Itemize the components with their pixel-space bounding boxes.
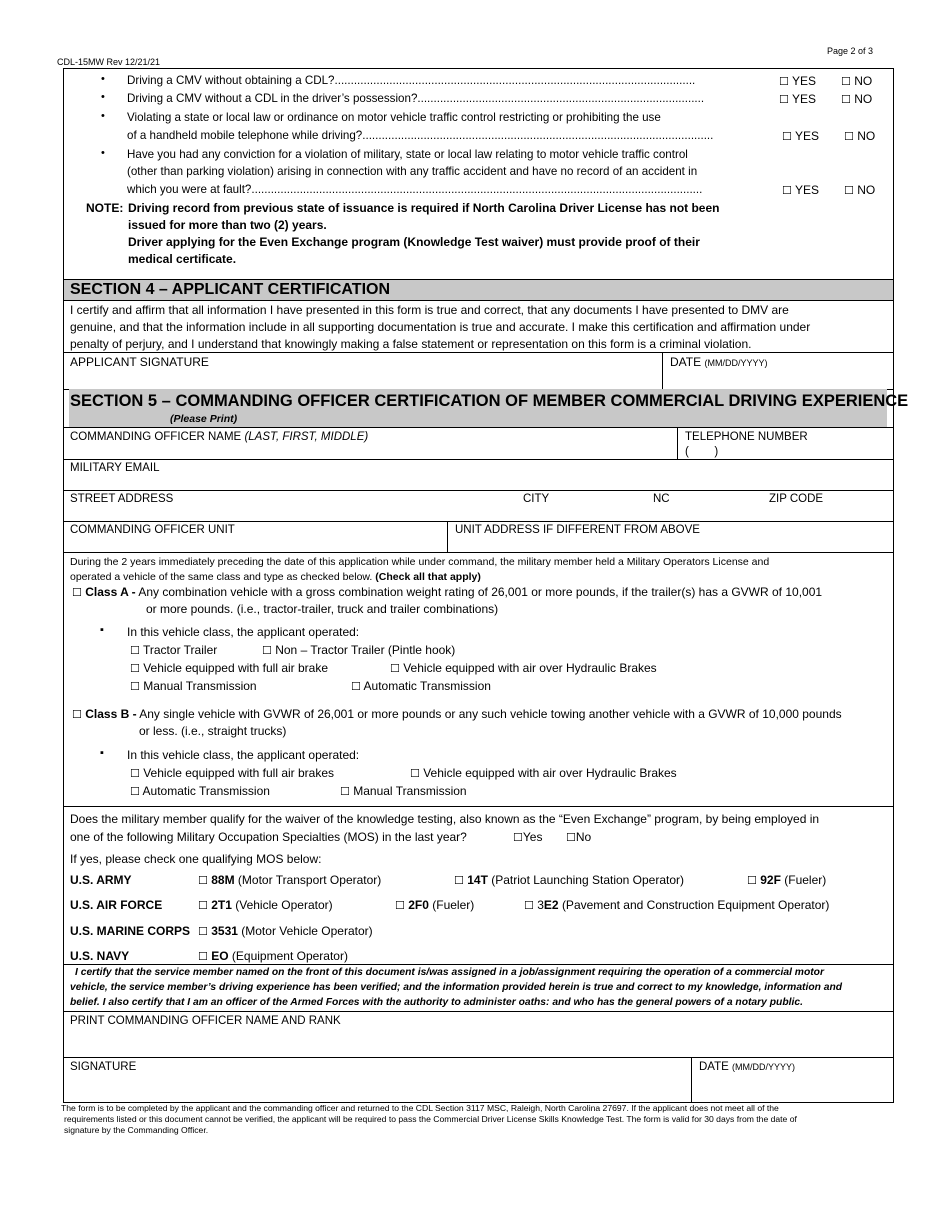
telephone-area-code: ( ) <box>685 446 719 458</box>
mc-3531-option[interactable]: ☐ 3531 (Motor Vehicle Operator) <box>198 924 373 938</box>
city-label: CITY <box>523 493 550 505</box>
af-2f0-option[interactable]: ☐ 2F0 (Fueler) <box>395 898 475 912</box>
q4-line2: (other than parking violation) arising in connection with any traffic accident and have no record of an accident in <box>127 165 698 178</box>
checkbox-icon[interactable]: ☐ <box>198 874 208 887</box>
co-date-field[interactable] <box>692 1074 893 1102</box>
military-email-label: MILITARY EMAIL <box>70 462 160 474</box>
checkbox-icon[interactable]: ☐ <box>747 874 757 887</box>
q3-line2: of a handheld mobile telephone while driving?............................................................................................................. <box>127 129 714 142</box>
applicant-signature-label: APPLICANT SIGNATURE <box>70 355 209 369</box>
class-a-option[interactable]: ☐ Class A - Any combination vehicle with a gross combination weight rating of 26,001 or more pounds, if the trailer(s) has a GVWR of 10,001 <box>72 585 823 599</box>
mos-question-line1: Does the military member qualify for the waiver of the knowledge testing, also known as the “Even Exchange” program, by being employed in <box>70 812 820 826</box>
army-14t-option[interactable]: ☐ 14T (Patriot Launching Station Operator) <box>454 873 685 887</box>
experience-intro-line1: During the 2 years immediately preceding the date of this application while under command, the military member held a Military Operators License and <box>70 556 770 568</box>
square-bullet-icon: ▪ <box>100 747 104 759</box>
checkbox-icon[interactable]: ☐ <box>390 662 400 675</box>
co-signature-field[interactable] <box>64 1074 690 1102</box>
a-manual-option[interactable]: ☐ Manual Transmission <box>130 679 257 693</box>
signature-label: SIGNATURE <box>70 1061 137 1073</box>
checkbox-icon[interactable]: ☐ <box>524 899 534 912</box>
checkbox-icon[interactable]: ☐ <box>410 767 420 780</box>
section4-text-line1: I certify and affirm that all information I have presented in this form is true and correct, that any documents I have presented to DMV are <box>70 303 789 317</box>
page-number: Page 2 of 3 <box>827 46 874 56</box>
class-a-operated: In this vehicle class, the applicant operated: <box>127 625 360 639</box>
q4-yes[interactable]: ☐ YES <box>782 183 820 197</box>
q2-yes[interactable]: ☐ YES <box>779 92 817 106</box>
class-b-operated: In this vehicle class, the applicant operated: <box>127 748 360 762</box>
class-b-line2: or less. (i.e., straight trucks) <box>139 724 287 738</box>
co-cert-line1: I certify that the service member named on the front of this document is/was assigned in a job/assignment requiring the operation of a commercial motor <box>75 967 824 978</box>
checkbox-icon[interactable]: ☐ <box>513 831 523 844</box>
please-print-note: (Please Print) <box>170 413 238 425</box>
telephone-label: TELEPHONE NUMBER <box>685 431 808 443</box>
unit-address-label: UNIT ADDRESS IF DIFFERENT FROM ABOVE <box>455 524 700 536</box>
us-army-label: U.S. ARMY <box>70 873 132 887</box>
note-line4: medical certificate. <box>128 252 237 266</box>
checkbox-icon[interactable]: ☐ <box>351 680 361 693</box>
q3-no[interactable]: ☐ NO <box>844 129 876 143</box>
q3-line1: Violating a state or local law or ordinance on motor vehicle traffic control restricting or prohibiting the use <box>127 111 661 124</box>
q3-yes[interactable]: ☐ YES <box>782 129 820 143</box>
form-id: CDL-15MW Rev 12/21/21 <box>57 57 161 67</box>
checkbox-icon[interactable]: ☐ <box>130 785 140 798</box>
checkbox-icon[interactable]: ☐ <box>782 184 792 197</box>
footer-line2: requirements listed or this document cannot be verified, the applicant will be required to pass the Commercial Driver License Skills Knowledge Test. The form is valid for 30 days from the date of <box>64 1114 797 1124</box>
co-unit-label: COMMANDING OFFICER UNIT <box>70 524 235 536</box>
checkbox-icon[interactable]: ☐ <box>782 130 792 143</box>
unit-address-input[interactable] <box>448 537 893 551</box>
section4-title: SECTION 4 – APPLICANT CERTIFICATION <box>70 281 391 298</box>
us-air-force-label: U.S. AIR FORCE <box>70 898 163 912</box>
q1-yes[interactable]: ☐ YES <box>779 74 817 88</box>
b-automatic-option[interactable]: ☐ Automatic Transmission <box>130 784 270 798</box>
print-co-name-label: PRINT COMMANDING OFFICER NAME AND RANK <box>70 1015 341 1027</box>
us-navy-label: U.S. NAVY <box>70 949 130 963</box>
b-manual-option[interactable]: ☐ Manual Transmission <box>340 784 467 798</box>
checkbox-icon[interactable]: ☐ <box>841 93 851 106</box>
bullet-icon: • <box>101 91 105 103</box>
checkbox-icon[interactable]: ☐ <box>844 184 854 197</box>
square-bullet-icon: ▪ <box>100 624 104 636</box>
co-unit-input[interactable] <box>64 537 446 551</box>
q4-no[interactable]: ☐ NO <box>844 183 876 197</box>
af-2t1-option[interactable]: ☐ 2T1 (Vehicle Operator) <box>198 898 333 912</box>
note-line2: issued for more than two (2) years. <box>128 218 327 232</box>
military-email-input[interactable] <box>64 475 893 489</box>
divider <box>677 427 678 459</box>
co-cert-line3: belief. I also certify that I am an officer of the Armed Forces with the authority to administer oaths: and who has the general powers of a notary public. <box>70 997 803 1008</box>
a-tractor-trailer-option[interactable]: ☐ Tractor Trailer <box>130 643 218 657</box>
checkbox-icon[interactable]: ☐ <box>779 75 789 88</box>
bullet-icon: • <box>101 110 105 122</box>
co-cert-line2: vehicle, the service member’s driving experience has been verified; and the information provided herein is true and correct to my knowledge, information and <box>70 982 843 993</box>
mos-question-line2: one of the following Military Occupation Specialties (MOS) in the last year? <box>70 830 467 844</box>
footer-line1: The form is to be completed by the applicant and the commanding officer and returned to the CDL Section 3117 MSC, Raleigh, North Carolina 27697. If the applicant does not meet all of the <box>61 1103 779 1113</box>
street-address-label: STREET ADDRESS <box>70 493 174 505</box>
experience-intro-line2: operated a vehicle of the same class and type as checked below. (Check all that apply) <box>70 571 481 583</box>
a-air-hydraulic-option[interactable]: ☐ Vehicle equipped with air over Hydraulic Brakes <box>390 661 657 675</box>
checkbox-icon[interactable]: ☐ <box>130 662 140 675</box>
q4-line3: which you were at fault?............................................................................................................................................ <box>127 183 703 196</box>
b-full-air-option[interactable]: ☐ Vehicle equipped with full air brakes <box>130 766 334 780</box>
bullet-icon: • <box>101 147 105 159</box>
q4-line1: Have you had any conviction for a violation of military, state or local law relating to motor vehicle traffic control <box>127 148 688 161</box>
a-automatic-option[interactable]: ☐ Automatic Transmission <box>351 679 491 693</box>
section5-title: SECTION 5 – COMMANDING OFFICER CERTIFICATION OF MEMBER COMMERCIAL DRIVING EXPERIENCE <box>70 392 909 410</box>
checkbox-icon[interactable]: ☐ <box>130 767 140 780</box>
checkbox-icon[interactable]: ☐ <box>198 925 208 938</box>
a-non-tractor-option[interactable]: ☐ Non – Tractor Trailer (Pintle hook) <box>262 643 456 657</box>
checkbox-icon[interactable]: ☐ <box>841 75 851 88</box>
checkbox-icon[interactable]: ☐ <box>566 831 576 844</box>
note-line1: Driving record from previous state of issuance is required if North Carolina Driver License has not been <box>128 201 720 215</box>
applicant-date-field[interactable] <box>663 370 893 389</box>
checkbox-icon[interactable]: ☐ <box>72 586 82 599</box>
class-b-option[interactable]: ☐ Class B - Any single vehicle with GVWR of 26,001 or more pounds or any such vehicle towing another vehicle with a GVWR of 10,000 pounds <box>72 707 842 721</box>
q2-text: Driving a CMV without a CDL in the driver’s possession?......................................................................................... <box>127 92 705 105</box>
state-label: NC <box>653 493 670 505</box>
checkbox-icon[interactable]: ☐ <box>198 899 208 912</box>
section4-text-line3: penalty of perjury, and I understand that knowingly making a false statement or representation on this form is a criminal violation. <box>70 337 752 351</box>
army-92f-option[interactable]: ☐ 92F (Fueler) <box>747 873 827 887</box>
checkbox-icon[interactable]: ☐ <box>130 680 140 693</box>
navy-eo-option[interactable]: ☐ EO (Equipment Operator) <box>198 949 348 963</box>
print-co-name-input[interactable] <box>64 1028 893 1056</box>
co-name-label: COMMANDING OFFICER NAME (LAST, FIRST, MIDDLE) <box>70 431 369 443</box>
divider <box>63 806 894 807</box>
applicant-signature-field[interactable] <box>64 364 661 389</box>
army-88m-option[interactable]: ☐ 88M (Motor Transport Operator) <box>198 873 382 887</box>
mos-no-option[interactable]: ☐No <box>566 830 592 844</box>
telephone-input[interactable] <box>740 444 892 458</box>
b-air-hydraulic-option[interactable]: ☐ Vehicle equipped with air over Hydraulic Brakes <box>410 766 677 780</box>
co-name-input[interactable] <box>64 444 676 458</box>
checkbox-icon[interactable]: ☐ <box>454 874 464 887</box>
note-label: NOTE: <box>86 201 124 215</box>
address-input[interactable] <box>64 506 893 520</box>
checkbox-icon[interactable]: ☐ <box>395 899 405 912</box>
mos-yes-option[interactable]: ☐Yes <box>513 830 543 844</box>
q1-no[interactable]: ☐ NO <box>841 74 873 88</box>
zip-code-label: ZIP CODE <box>769 493 824 505</box>
co-date-label: DATE (MM/DD/YYYY) <box>699 1061 796 1073</box>
checkbox-icon[interactable]: ☐ <box>262 644 272 657</box>
checkbox-icon[interactable]: ☐ <box>130 644 140 657</box>
us-marine-corps-label: U.S. MARINE CORPS <box>70 924 191 938</box>
section4-text-line2: genuine, and that the information include in all supporting documentation is true and accurate. I make this certification and affirmation under <box>70 320 811 334</box>
checkbox-icon[interactable]: ☐ <box>72 708 82 721</box>
footer-line3: signature by the Commanding Officer. <box>64 1125 209 1135</box>
mos-if-yes: If yes, please check one qualifying MOS below: <box>70 852 322 866</box>
applicant-date-label: DATE (MM/DD/YYYY) <box>670 355 768 369</box>
checkbox-icon[interactable]: ☐ <box>779 93 789 106</box>
q2-no[interactable]: ☐ NO <box>841 92 873 106</box>
class-a-line2: or more pounds. (i.e., tractor-trailer, truck and trailer combinations) <box>146 602 499 616</box>
bullet-icon: • <box>101 73 105 85</box>
checkbox-icon[interactable]: ☐ <box>844 130 854 143</box>
divider <box>63 459 894 460</box>
q1-text: Driving a CMV without obtaining a CDL?................................................................................................................ <box>127 74 696 87</box>
checkbox-icon[interactable]: ☐ <box>340 785 350 798</box>
a-full-air-option[interactable]: ☐ Vehicle equipped with full air brake <box>130 661 328 675</box>
af-3e2-option[interactable]: ☐ 3E2 (Pavement and Construction Equipment Operator) <box>524 898 830 912</box>
checkbox-icon[interactable]: ☐ <box>198 950 208 963</box>
note-line3: Driver applying for the Even Exchange program (Knowledge Test waiver) must provide proof of their <box>128 235 700 249</box>
